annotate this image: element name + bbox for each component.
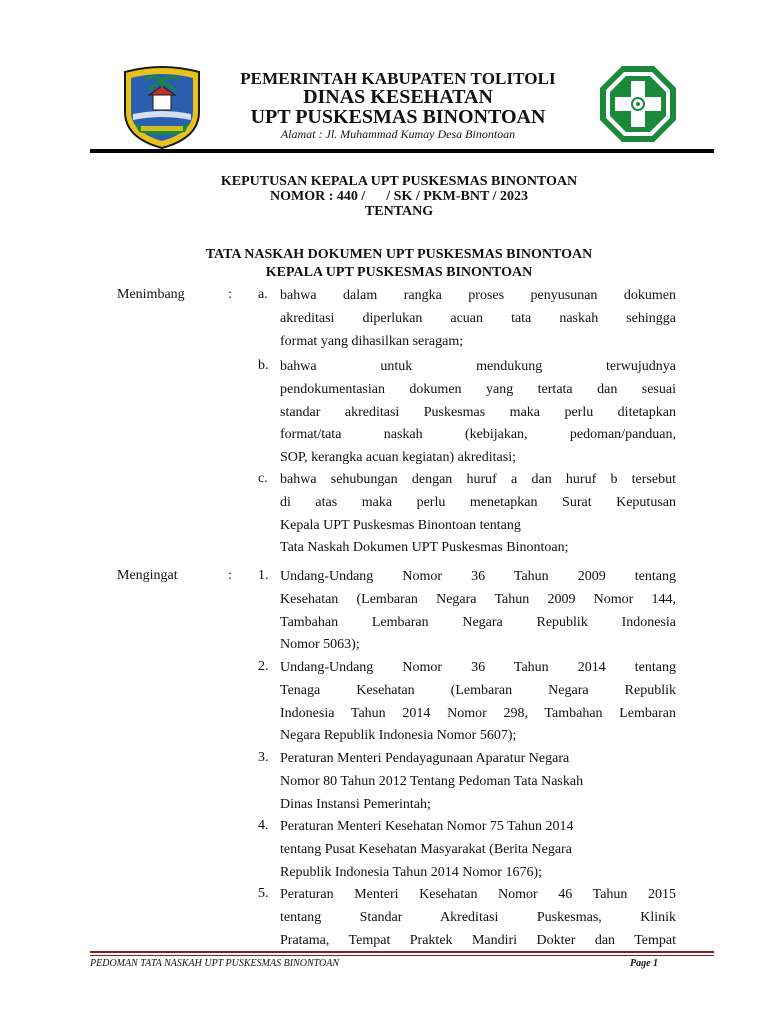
letterhead-divider xyxy=(90,149,714,153)
decree-number: NOMOR : 440 / / SK / PKM-BNT / 2023 xyxy=(270,189,528,204)
menimbang-marker-b: b. xyxy=(258,358,269,373)
text-line: Republik Indonesia Tahun 2014 Nomor 1676); xyxy=(280,864,543,880)
text-line: Indonesia Tahun 2014 Nomor 298, Tambahan Lembaran xyxy=(280,705,676,721)
text-line: format/tata naskah (kebijakan, pedoman/panduan, xyxy=(280,427,676,443)
letterhead-department: DINAS KESEHATAN xyxy=(303,86,493,108)
text-line: Peraturan Menteri Kesehatan Nomor 75 Tahun 2014 xyxy=(280,819,574,834)
menimbang-item-c xyxy=(280,469,676,560)
footer-document-title: PEDOMAN TATA NASKAH UPT PUSKESMAS BINONTOAN xyxy=(90,958,339,969)
text-line: Pratama, Tempat Praktek Mandiri Dokter dan Tempat xyxy=(280,932,676,948)
decree-subject: TATA NASKAH DOKUMEN UPT PUSKESMAS BINONTOAN xyxy=(205,247,593,262)
menimbang-label: Menimbang xyxy=(117,287,185,302)
text-line: pendokumentasian dokumen yang tertata dan sesuai xyxy=(280,381,676,397)
text-line: Peraturan Menteri Kesehatan Nomor 46 Tahun 2015 xyxy=(280,887,676,902)
mengingat-marker-4: 4. xyxy=(258,818,269,833)
mengingat-label: Mengingat xyxy=(117,568,178,583)
text-line: di atas maka perlu menetapkan Surat Keputusan xyxy=(280,494,676,510)
text-line: tentang Pusat Kesehatan Masyarakat (Berita Negara xyxy=(280,841,572,857)
text-line: Dinas Instansi Pemerintah; xyxy=(280,796,431,812)
footer-page-number: Page 1 xyxy=(630,958,659,969)
menimbang-item-a xyxy=(280,285,676,353)
text-line: bahwa dalam rangka proses penyusunan dokumen xyxy=(280,288,676,303)
text-line: standar akreditasi Puskesmas maka perlu ditetapkan xyxy=(280,404,676,420)
mengingat-item-1 xyxy=(280,566,676,657)
menimbang-marker-c: c. xyxy=(258,471,268,486)
decree-about: TENTANG xyxy=(364,204,434,219)
menimbang-item-b xyxy=(280,356,676,470)
text-line: Nomor 5063); xyxy=(280,637,360,653)
mengingat-item-3 xyxy=(280,748,676,816)
text-line: Nomor 80 Tahun 2012 Tentang Pedoman Tata Naskah xyxy=(280,773,584,789)
mengingat-item-4 xyxy=(280,816,676,884)
menimbang-marker-a: a. xyxy=(258,287,268,302)
text-line: tentang Standar Akreditasi Puskesmas, Klinik xyxy=(280,909,676,925)
puskesmas-logo-icon xyxy=(598,64,678,144)
text-line: Kesehatan (Lembaran Negara Tahun 2009 Nomor 144, xyxy=(280,591,676,607)
text-line: bahwa untuk mendukung terwujudnya xyxy=(280,359,676,374)
mengingat-marker-2: 2. xyxy=(258,659,269,674)
text-line: Kepala UPT Puskesmas Binontoan tentang xyxy=(280,517,521,533)
letterhead-institution: UPT PUSKESMAS BINONTOAN xyxy=(250,106,546,128)
text-line: Peraturan Menteri Pendayagunaan Aparatur Negara xyxy=(280,751,570,766)
kabupaten-emblem-icon xyxy=(119,64,205,150)
text-line: Tenaga Kesehatan (Lembaran Negara Republik xyxy=(280,682,676,698)
text-line: format yang dihasilkan seragam; xyxy=(280,333,464,349)
text-line: Undang-Undang Nomor 36 Tahun 2009 tentang xyxy=(280,569,676,584)
text-line: Undang-Undang Nomor 36 Tahun 2014 tentang xyxy=(280,660,676,675)
mengingat-item-5 xyxy=(280,884,676,952)
mengingat-item-2 xyxy=(280,657,676,748)
text-line: akreditasi diperlukan acuan tata naskah sehingga xyxy=(280,310,676,326)
letterhead-address: Alamat : Jl. Muhammad Kumay Desa Binontoan xyxy=(280,127,516,141)
mengingat-colon: : xyxy=(228,568,232,583)
mengingat-marker-5: 5. xyxy=(258,886,269,901)
mengingat-marker-3: 3. xyxy=(258,750,269,765)
decree-issuer: KEPALA UPT PUSKESMAS BINONTOAN xyxy=(265,265,533,280)
footer-rule-thin xyxy=(90,955,714,956)
text-line: SOP, kerangka acuan kegiatan) akreditasi; xyxy=(280,450,516,466)
footer-rule xyxy=(90,951,714,953)
text-line: bahwa sehubungan dengan huruf a dan huruf b tersebut xyxy=(280,472,676,487)
text-line: Tambahan Lembaran Negara Republik Indonesia xyxy=(280,614,676,630)
mengingat-marker-1: 1. xyxy=(258,568,269,583)
text-line: Negara Republik Indonesia Nomor 5607); xyxy=(280,728,517,744)
menimbang-colon: : xyxy=(228,287,232,302)
decree-title: KEPUTUSAN KEPALA UPT PUSKESMAS BINONTOAN xyxy=(220,174,578,189)
text-line: Tata Naskah Dokumen UPT Puskesmas Binontoan; xyxy=(280,540,569,556)
letterhead-government: PEMERINTAH KABUPATEN TOLITOLI xyxy=(240,69,556,88)
